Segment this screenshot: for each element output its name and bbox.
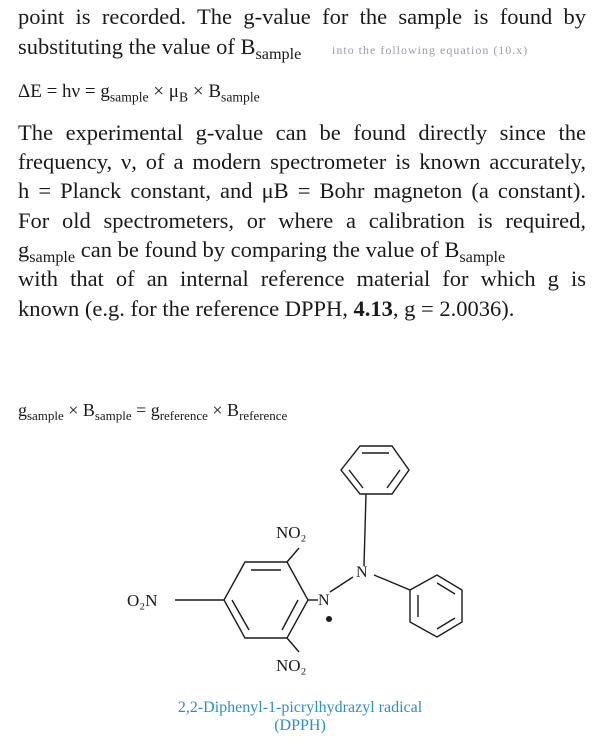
equation-calibration: $g_{sample} \times B_{sample} = g_{reference} \times B_{reference}$ bbox=[18, 400, 288, 424]
figure-caption-line-1: 2,2-Diphenyl-1-picrylhydrazyl radical bbox=[177, 699, 423, 716]
bond-n-n bbox=[330, 577, 353, 592]
radical-dot bbox=[326, 616, 332, 622]
bond-no2-bottom bbox=[287, 638, 299, 652]
picryl-ring bbox=[224, 562, 308, 638]
paragraph-2-line-1: The experimental g-value can be found directly since the bbox=[18, 120, 586, 145]
bond-n-phenyl-upper bbox=[364, 494, 366, 566]
paragraph-2-line-7: known (e.g. for the reference DPPH, 4.13, g = 2.0036). bbox=[18, 296, 515, 321]
label-no2-top: NO₂ bbox=[276, 523, 307, 542]
label-no2-bottom: NO₂ bbox=[276, 656, 307, 675]
faint-overlaid-text: into the following equation (10.x) bbox=[332, 43, 529, 57]
label-n-upper: N bbox=[356, 564, 368, 581]
paragraph-2-line-2: frequency, ν, of a modern spectrometer is known accurately, bbox=[18, 149, 586, 174]
paragraph-2-line-3: h = Planck constant, and μB = Bohr magneton (a constant). bbox=[18, 178, 586, 203]
paragraph-1-line-2: substituting the value of $B_{sample}$ bbox=[18, 34, 302, 64]
paragraph-1-line-1: point is recorded. The g-value for the sample is found by bbox=[18, 4, 586, 29]
equation-resonance: $\Delta E = h\nu = g_{sample} \times \mu_B \times B_{sample}$ bbox=[18, 81, 260, 105]
bond-no2-top bbox=[287, 548, 299, 562]
paragraph-2-line-4: For old spectrometers, or where a calibration is required, bbox=[18, 208, 586, 233]
label-o2n-left: O₂N bbox=[127, 591, 158, 610]
label-n-lower: N bbox=[318, 592, 330, 609]
bond-n-phenyl-lower bbox=[374, 575, 410, 590]
paragraph-2-line-5: $g_{sample}$ can be found by comparing the value of $B_{sample}$ bbox=[18, 237, 506, 267]
figure-caption-line-2: (DPPH) bbox=[274, 717, 326, 734]
paragraph-2-line-6: with that of an internal reference material for which g is bbox=[18, 266, 586, 291]
